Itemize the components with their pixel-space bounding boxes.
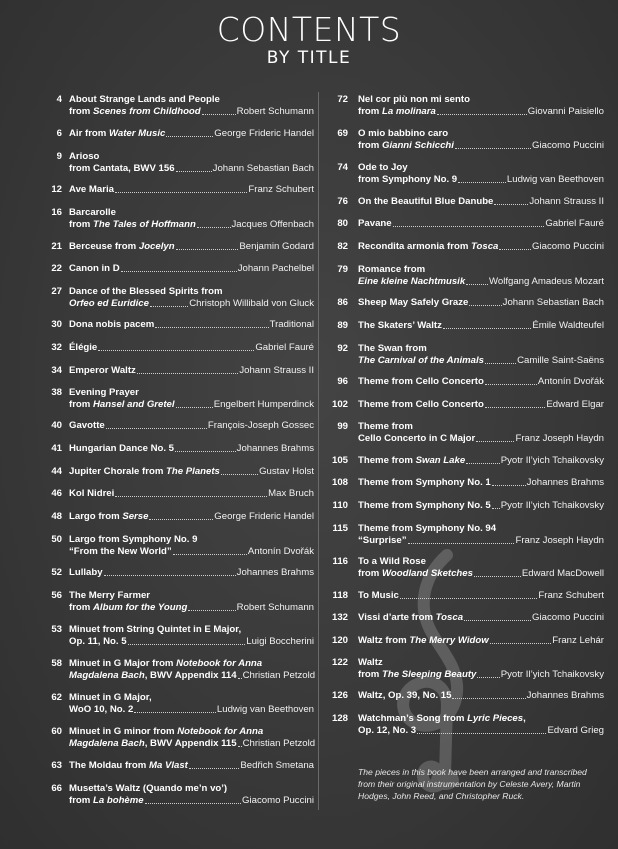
dot-leader [150,305,188,307]
page-title: CONTENTS [216,10,402,49]
composer-name: Ludwig van Beethoven [216,704,314,715]
page-number: 48 [51,511,62,522]
dot-leader [408,542,515,544]
composer-name: Gustav Holst [259,466,314,477]
piece-title: Waltz, Op. 39, No. 15 [358,690,452,701]
page-number: 110 [332,500,348,511]
piece-title: Waltz [358,657,383,668]
piece-title: Theme from Symphony No. 94 [358,523,497,534]
page-number: 122 [331,657,348,668]
piece-title: Op. 11, No. 5 [69,636,127,647]
page-number: 56 [51,590,62,601]
page-number: 92 [337,343,348,354]
page-number: 96 [337,376,348,387]
page-number: 53 [51,624,62,635]
piece-title: Largo from Symphony No. 9 [69,534,198,545]
page-number: 80 [337,218,348,229]
page-number: 86 [337,297,348,308]
page-number: 118 [332,590,348,601]
piece-title: Minuet from String Quintet in E Major, [69,624,242,635]
composer-name: George Frideric Handel [214,511,314,522]
piece-title: Theme from Symphony No. 1 [358,477,491,488]
dot-leader [477,676,499,678]
page-number: 40 [51,420,62,431]
piece-title: O mio babbino caro [358,128,449,139]
composer-name: Bedřich Smetana [240,760,314,771]
composer-name: Gabriel Fauré [255,342,314,353]
dot-leader [492,484,526,486]
piece-title: from Woodland Sketches [358,568,473,579]
piece-title: Musetta’s Waltz (Quando me’n vo’) [69,783,228,794]
page-number: 115 [332,523,348,534]
composer-name: Christian Petzold [242,738,316,749]
page-number: 74 [337,162,348,173]
page-number: 21 [51,241,62,252]
composer-name: Benjamin Godard [239,241,314,252]
composer-name: Camille Saint-Saëns [517,355,604,366]
page-number: 34 [51,365,62,376]
dot-leader [134,711,216,713]
page-number: 50 [51,534,62,545]
composer-name: George Frideric Handel [214,128,314,139]
dot-leader [197,226,231,228]
dot-leader [145,802,241,804]
dot-leader [189,767,240,769]
dot-leader [98,349,254,351]
page-number: 108 [331,477,348,488]
page-number: 63 [51,760,62,771]
composer-name: Antonín Dvořák [537,376,604,387]
piece-title: from Hansel and Gretel [69,399,175,410]
composer-name: Johannes Brahms [526,690,604,701]
dot-leader [469,304,501,306]
piece-title: Gavotte [69,420,105,431]
composer-name: Giacomo Puccini [242,795,314,806]
composer-name: Johann Sebastian Bach [502,297,604,308]
composer-name: Giacomo Puccini [532,241,604,252]
page-number: 79 [337,264,348,275]
dot-leader [128,643,246,645]
dot-leader [137,372,239,374]
composer-name: Franz Lehár [552,635,604,646]
piece-title: Recondita armonia from Tosca [358,241,499,252]
piece-title: Emperor Waltz [69,365,136,376]
piece-title: Arioso [69,151,100,162]
dot-leader [417,732,546,734]
piece-title: Nel cor più non mi sento [358,94,470,105]
piece-title: Jupiter Chorale from The Planets [69,466,220,477]
dot-leader [188,609,235,611]
column-divider [318,92,319,810]
piece-title: from The Tales of Hoffmann [69,219,196,230]
page-number: 27 [51,286,62,297]
dot-leader [474,575,521,577]
dot-leader [455,147,531,149]
dot-leader [176,248,239,250]
piece-title: Theme from Cello Concerto [358,399,484,410]
dot-leader [221,473,258,475]
piece-title: Ode to Joy [358,162,408,173]
composer-name: Antonín Dvořák [247,546,314,557]
dot-leader [121,270,237,272]
page-number: 120 [331,635,348,646]
composer-name: Christoph Willibald von Gluck [189,298,314,309]
piece-title: Dona nobis pacem [69,319,155,330]
dot-leader [149,518,213,520]
piece-title: Magdalena Bach, BWV Appendix 115 [69,738,237,749]
piece-title: from The Sleeping Beauty [358,669,477,680]
page-number: 22 [51,263,62,274]
composer-name: Edvard Grieg [547,725,604,736]
composer-name: Johann Pachelbel [237,263,314,274]
piece-title: Magdalena Bach, BWV Appendix 114 [69,670,237,681]
dot-leader [485,362,516,364]
page-number: 99 [337,421,348,432]
piece-title: Berceuse from Jocelyn [69,241,175,252]
piece-title: Minuet in G minor from Notebook for Anna [69,726,264,737]
dot-leader [393,225,545,227]
dot-leader [485,406,546,408]
page-number: 44 [51,466,62,477]
piece-title: Theme from Symphony No. 5 [358,500,491,511]
composer-name: Pyotr Il’yich Tchaikovsky [500,500,604,511]
dot-leader [104,574,236,576]
page-number: 132 [331,612,348,623]
piece-title: Canon in D [69,263,120,274]
composer-name: Traditional [269,319,314,330]
dot-leader [494,203,528,205]
dot-leader [238,745,242,747]
page-number: 6 [56,128,62,139]
page-number: 128 [331,713,348,724]
page-number: 72 [337,94,348,105]
dot-leader [176,170,212,172]
page-number: 38 [51,387,62,398]
piece-title: from La molinara [358,106,436,117]
piece-title: Romance from [358,264,426,275]
piece-title: Pavane [358,218,392,229]
dot-leader [175,450,236,452]
dot-leader [464,619,531,621]
dot-leader [400,597,538,599]
piece-title: Sheep May Safely Graze [358,297,469,308]
dot-leader [492,507,500,509]
dot-leader [176,406,213,408]
page-number: 126 [331,690,348,701]
piece-title: “From the New World” [69,546,172,557]
piece-title: Ave Maria [69,184,114,195]
dot-leader [458,181,506,183]
composer-name: Luigi Boccherini [246,636,314,647]
composer-name: Franz Schubert [538,590,604,601]
piece-title: Barcarolle [69,207,116,218]
page-number: 32 [51,342,62,353]
composer-name: Johannes Brahms [236,443,314,454]
composer-name: Edward MacDowell [521,568,604,579]
composer-name: François-Joseph Gossec [207,420,314,431]
page-number: 69 [337,128,348,139]
page-number: 89 [337,320,348,331]
dot-leader [155,326,268,328]
piece-title: To Music [358,590,399,601]
composer-name: Émile Waldteufel [532,320,604,331]
piece-title: The Carnival of the Animals [358,355,484,366]
composer-name: Johannes Brahms [526,477,604,488]
piece-title: Largo from Serse [69,511,149,522]
page-number: 58 [51,658,62,669]
piece-title: Minuet in G Major from Notebook for Anna [69,658,263,669]
page-number: 105 [331,455,348,466]
composer-name: Gabriel Fauré [545,218,604,229]
composer-name: Johann Strauss II [529,196,604,207]
composer-name: Johannes Brahms [236,567,314,578]
piece-title: Minuet in G Major, [69,692,152,703]
page-number: 116 [332,556,348,567]
dot-leader [452,697,525,699]
piece-title: Evening Prayer [69,387,139,398]
piece-title: Cello Concerto in C Major [358,433,476,444]
dot-leader [476,440,514,442]
piece-title: Hungarian Dance No. 5 [69,443,175,454]
page-number: 82 [337,241,348,252]
dot-leader [485,383,537,385]
page-number: 52 [51,567,62,578]
dot-leader [490,642,552,644]
piece-title: Orfeo ed Euridice [69,298,149,309]
composer-name: Christian Petzold [242,670,316,681]
piece-title: The Swan from [358,343,427,354]
piece-title: Eine kleine Nachtmusik [358,276,466,287]
composer-name: Max Bruch [268,488,314,499]
composer-name: Jacques Offenbach [231,219,314,230]
page-subtitle: BY TITLE [266,48,352,68]
piece-title: On the Beautiful Blue Danube [358,196,494,207]
piece-title: Lullaby [69,567,103,578]
piece-title: To a Wild Rose [358,556,426,567]
page-number: 46 [51,488,62,499]
composer-name: Robert Schumann [236,106,314,117]
composer-name: Johann Sebastian Bach [212,163,314,174]
piece-title: from Gianni Schicchi [358,140,454,151]
piece-title: Op. 12, No. 3 [358,725,417,736]
piece-title: from La bohème [69,795,144,806]
dot-leader [437,113,527,115]
page-number: 102 [331,399,348,410]
piece-title: Theme from Swan Lake [358,455,466,466]
page-number: 4 [56,94,62,105]
page-number: 12 [51,184,62,195]
dot-leader [466,283,488,285]
piece-title: Air from Water Music [69,128,166,139]
piece-title: Waltz from The Merry Widow [358,635,489,646]
piece-title: Kol Nidrei [69,488,115,499]
page-number: 60 [51,726,62,737]
piece-title: Watchman’s Song from Lyric Pieces, [358,713,526,724]
piece-title: Vissi d’arte from Tosca [358,612,464,623]
piece-title: The Skaters’ Waltz [358,320,442,331]
composer-name: Giacomo Puccini [532,612,604,623]
composer-name: Edward Elgar [546,399,604,410]
piece-title: Dance of the Blessed Spirits from [69,286,223,297]
composer-name: Pyotr Il’yich Tchaikovsky [500,669,604,680]
composer-name: Johann Strauss II [239,365,314,376]
page-number: 9 [56,151,62,162]
dot-leader [166,135,213,137]
composer-name: Franz Schubert [248,184,314,195]
dot-leader [466,462,500,464]
piece-title: Theme from [358,421,413,432]
composer-name: Pyotr Il’yich Tchaikovsky [500,455,604,466]
dot-leader [202,113,236,115]
page-number: 41 [51,443,62,454]
piece-title: WoO 10, No. 2 [69,704,134,715]
composer-name: Ludwig van Beethoven [506,174,604,185]
dot-leader [115,191,247,193]
piece-title: The Moldau from Ma Vlast [69,760,188,771]
page-number: 62 [51,692,62,703]
composer-name: Giovanni Paisiello [527,106,604,117]
page-number: 16 [51,207,62,218]
dot-leader [173,553,247,555]
piece-title: Élégie [69,342,98,353]
dot-leader [499,248,531,250]
piece-title: About Strange Lands and People [69,94,220,105]
composer-name: Franz Joseph Haydn [515,535,604,546]
page-number: 66 [51,783,62,794]
piece-title: from Scenes from Childhood [69,106,201,117]
composer-name: Robert Schumann [236,602,314,613]
arrangement-footnote: The pieces in this book have been arranged and transcribed from their original instrumentation by Celeste Avery, Martin Hodges, John Reed, and Christopher Ruck. [358,767,587,801]
piece-title: from Symphony No. 9 [358,174,458,185]
piece-title: The Merry Farmer [69,590,151,601]
piece-title: from Cantata, BWV 156 [69,163,175,174]
dot-leader [106,427,207,429]
dot-leader [115,495,267,497]
dot-leader [443,327,531,329]
composer-name: Engelbert Humperdinck [213,399,314,410]
composer-name: Franz Joseph Haydn [515,433,604,444]
composer-name: Giacomo Puccini [532,140,604,151]
piece-title: “Surprise” [358,535,407,546]
page-number: 30 [51,319,62,330]
page-number: 76 [337,196,348,207]
piece-title: from Album for the Young [69,602,188,613]
piece-title: Theme from Cello Concerto [358,376,484,387]
composer-name: Wolfgang Amadeus Mozart [488,276,604,287]
dot-leader [238,677,242,679]
